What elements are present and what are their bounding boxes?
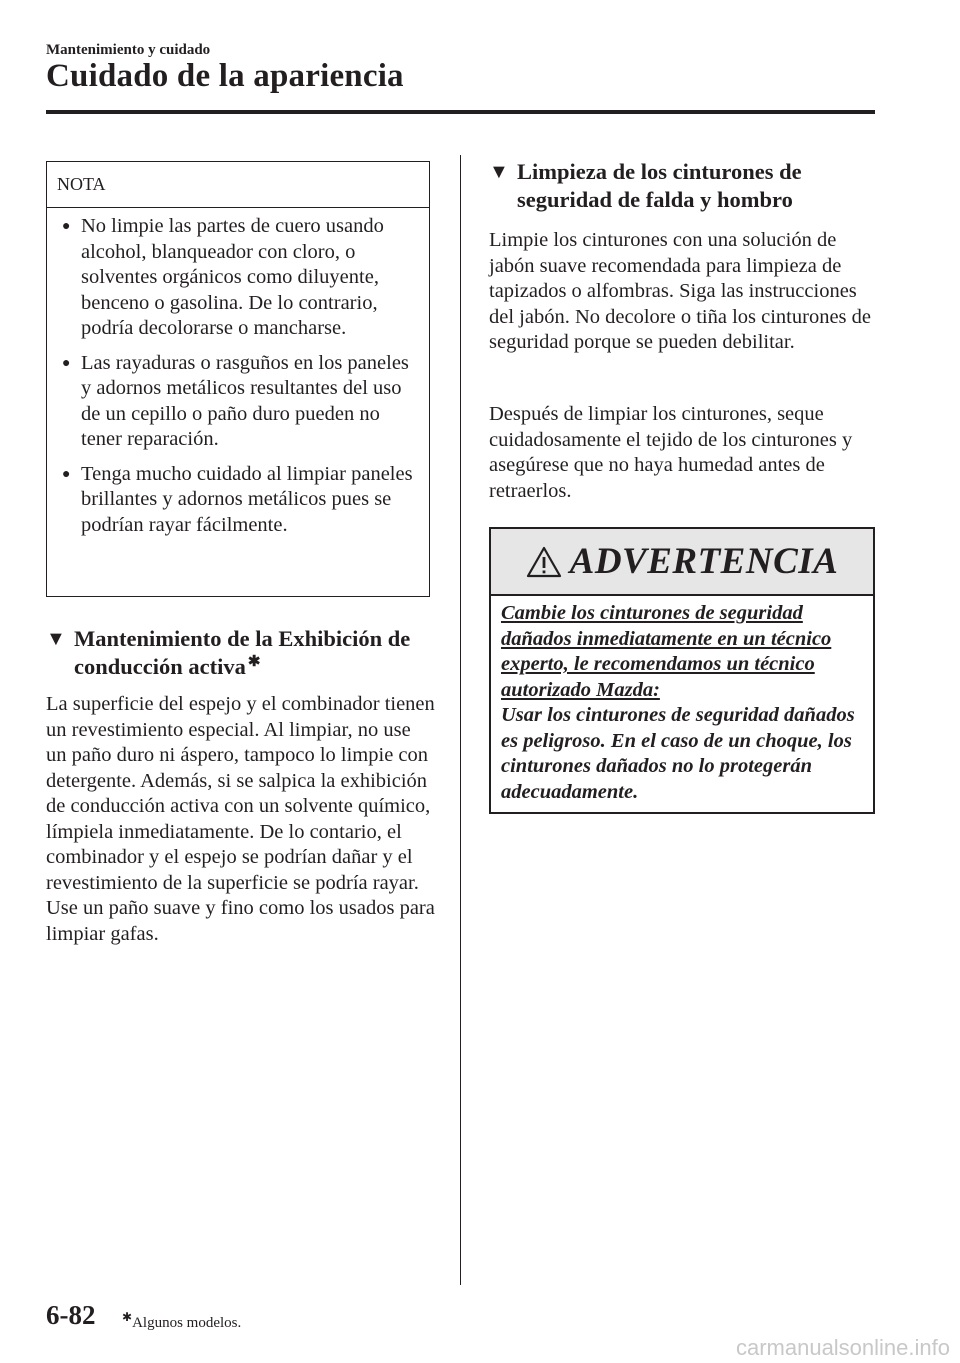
footnote [122, 1310, 241, 1332]
warning-box [489, 527, 875, 814]
note-item-text: Las rayaduras o rasguños en los paneles y adornos metálicos resultantes del uso de un cepillo o paño duro pueden no tener reparación. [81, 351, 409, 450]
watermark: carmanualsonline.info [735, 1335, 950, 1360]
triangle-icon: ▼ [46, 628, 66, 650]
note-label: NOTA [47, 162, 429, 208]
column-divider [460, 155, 461, 1285]
belts-section-body-1: Limpie los cinturones con una solución de jabón suave recomendada para limpieza de tapizados o alfombras. Siga las instrucciones del jabón. No decolore o tiña los cinturones de seguridad porque se pueden debilitar. [489, 229, 871, 353]
heading-text: Limpieza de los cinturones de seguridad de falda y hombro [517, 159, 802, 212]
note-box [46, 161, 430, 597]
belts-section-body-2: Después de limpiar los cinturones, seque cuidadosamente el tejido de los cinturones y asegúrese que no haya humedad antes de retraerlos. [489, 403, 853, 502]
title-rule [46, 110, 875, 114]
warning-text: Usar los cinturones de seguridad dañados es peligroso. En el caso de un choque, los cinturones dañados no lo protegerán adecuadamente. [501, 704, 855, 803]
display-section-heading [46, 625, 430, 681]
heading-text [46, 625, 430, 681]
section-label: Mantenimiento y cuidado [46, 42, 211, 58]
bullet-icon: ● [62, 219, 71, 234]
warning-triangle-icon [526, 546, 562, 578]
list-item [59, 462, 421, 539]
page-number: 6-82 [46, 1300, 96, 1330]
star-icon: ✱ [122, 1310, 133, 1324]
warning-header [491, 529, 873, 596]
footnote-text: Algunos modelos. [132, 1315, 242, 1331]
warning-underlined-text: Cambie los cinturones de seguridad dañados inmediatamente en un técnico experto, le recomendamos un técnico autorizado Mazda: [501, 602, 832, 701]
display-section-body: La superficie del espejo y el combinador tienen un revestimiento especial. Al limpiar, no use un paño duro ni áspero, tampoco lo limpie con detergente. Además, si se salpica la exhibición de conducción activa con un solvente químico, límpiela inmediatamente. De lo contario, el combinador y el espejo se podrían dañar y el revestimiento de la superficie se podría rayar. Use un paño suave y fino como los usados para limpiar gafas. [46, 693, 435, 945]
warning-title: ADVERTENCIA [569, 541, 839, 582]
note-item-text: No limpie las partes de cuero usando alcohol, blanqueador con cloro, o solventes orgánicos como diluyente, benceno o gasolina. De lo contrario, podría decolorarse o mancharse. [81, 215, 384, 339]
heading-label: Mantenimiento de la Exhibición de conducción activa [74, 626, 411, 679]
star-icon: ✱ [247, 653, 261, 670]
list-item [59, 351, 421, 453]
belts-section-heading [489, 158, 875, 214]
bullet-icon: ● [62, 466, 71, 482]
warning-body [491, 596, 873, 805]
triangle-icon: ▼ [489, 161, 509, 183]
bullet-icon: ● [62, 355, 71, 371]
note-item-text: Tenga mucho cuidado al limpiar paneles brillantes y adornos metálicos pues se podrían rayar fácilmente. [81, 462, 413, 536]
list-item [59, 214, 421, 342]
note-list [47, 208, 429, 538]
page-title: Cuidado de la apariencia [46, 58, 404, 94]
